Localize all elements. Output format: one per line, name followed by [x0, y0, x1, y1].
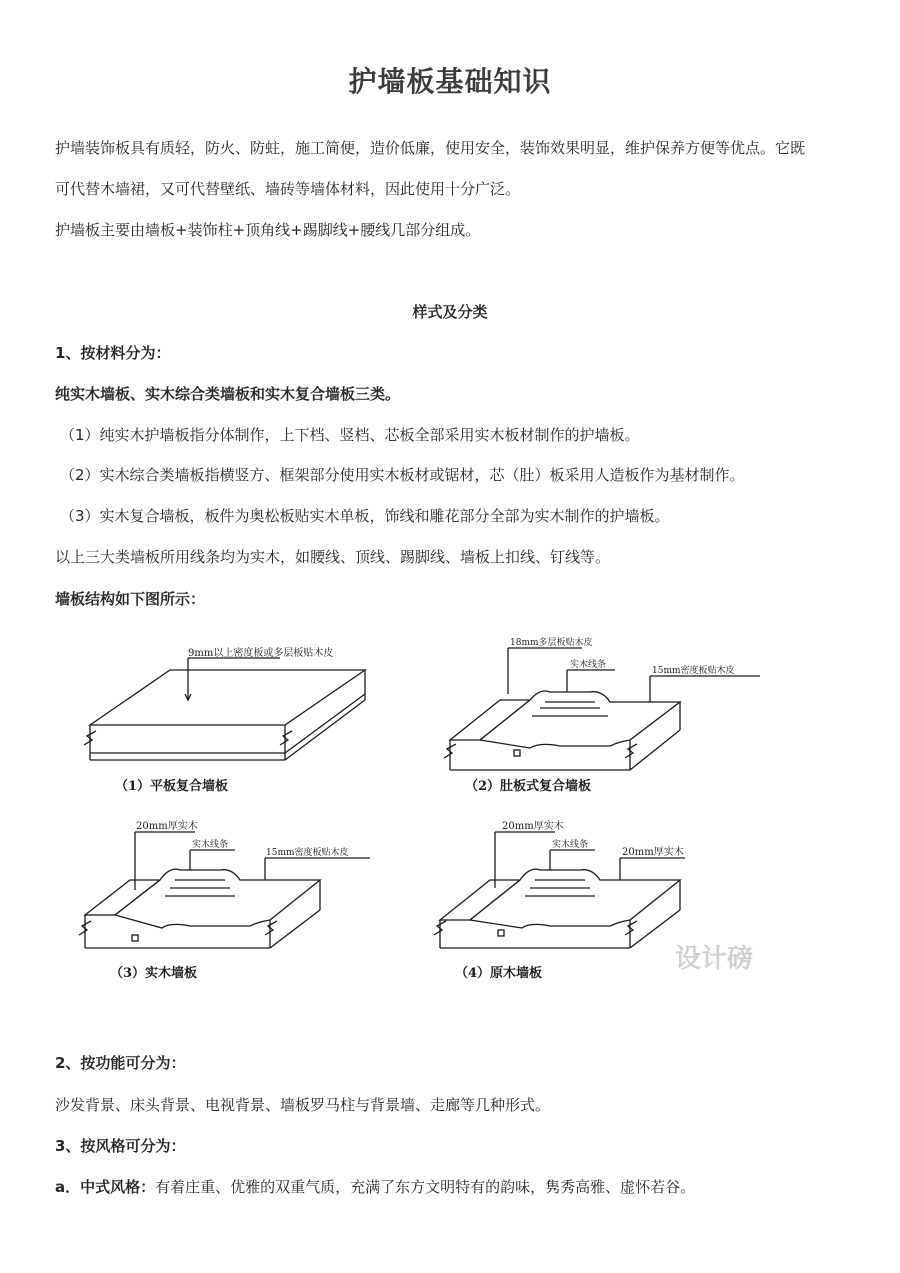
panel-4-label-1: 20mm厚实木 [502, 821, 564, 832]
structure-label: 墙板结构如下图所示： [55, 590, 206, 608]
panel-2-label-3: 15mm密度板贴木皮 [652, 666, 735, 676]
material-subheading: 纯实木墙板、实木综合类墙板和实木复合墙板三类。 [55, 385, 401, 403]
wall-panel-structure-figure [70, 630, 770, 1000]
panel-3-label-2: 实木线条 [192, 840, 229, 850]
material-item-3: （3）实木复合墙板，板件为奥松板贴实木单板，饰线和雕花部分全部为实木制作的护墙板。 [60, 507, 670, 525]
panel-4-label-2: 实木线条 [552, 840, 589, 850]
page-title: 护墙板基础知识 [348, 65, 552, 98]
section-title: 样式及分类 [412, 303, 488, 321]
material-note: 以上三大类墙板所用线条均为实木，如腰线、顶线、踢脚线、墙板上扣线、钉线等。 [55, 548, 611, 566]
panel-4-label-3: 20mm厚实木 [622, 847, 684, 858]
panel-2-label-2: 实木线条 [570, 660, 607, 670]
panel-2-caption: （2）肚板式复合墙板 [465, 779, 592, 794]
panel-4-caption: （4）原木墙板 [455, 966, 543, 981]
panel-1-caption: （1）平板复合墙板 [115, 779, 229, 794]
material-item-2: （2）实木综合类墙板指横竖方、框架部分使用实木板材或锯材，芯（肚）板采用人造板作为基材制作。 [60, 466, 745, 484]
panel-3-caption: （3）实木墙板 [110, 966, 198, 981]
style-item-a-label: a．中式风格： [55, 1178, 156, 1196]
panel-3-label-1: 20mm厚实木 [136, 821, 198, 832]
panel-1-label: 9mm以上密度板或多层板贴木皮 [188, 648, 334, 659]
panel-2-label-1: 18mm多层板贴木皮 [510, 638, 593, 648]
material-item-1: （1）纯实木护墙板指分体制作，上下档、竖档、芯板全部采用实木板材制作的护墙板。 [60, 426, 640, 444]
panel-flat-composite-drawing [84, 658, 365, 760]
intro-paragraph-line-1: 护墙装饰板具有质轻，防火、防蛀，施工简便，造价低廉，使用安全，装饰效果明显，维护保养方便等优点。它既 [55, 139, 806, 157]
intro-paragraph-2: 护墙板主要由墙板+装饰柱+顶角线+踢脚线+腰线几部分组成。 [55, 221, 481, 239]
function-text: 沙发背景、床头背景、电视背景、墙板罗马柱与背景墙、走廊等几种形式。 [55, 1096, 551, 1114]
panel-3-label-3: 15mm密度板贴木皮 [266, 848, 349, 858]
style-item-a [55, 1176, 855, 1198]
function-heading: 2、按功能可分为： [55, 1054, 186, 1072]
intro-paragraph-line-2: 可代替木墙裙，又可代替壁纸、墙砖等墙体材料，因此使用十分广泛。 [55, 180, 521, 198]
style-heading: 3、按风格可分为： [55, 1137, 186, 1155]
material-heading: 1、按材料分为： [55, 344, 171, 362]
watermark: 设计磅 [675, 944, 754, 974]
style-item-a-text: 有着庄重、优雅的双重气质，充满了东方文明特有的韵味，隽秀高雅、虚怀若谷。 [155, 1178, 696, 1196]
